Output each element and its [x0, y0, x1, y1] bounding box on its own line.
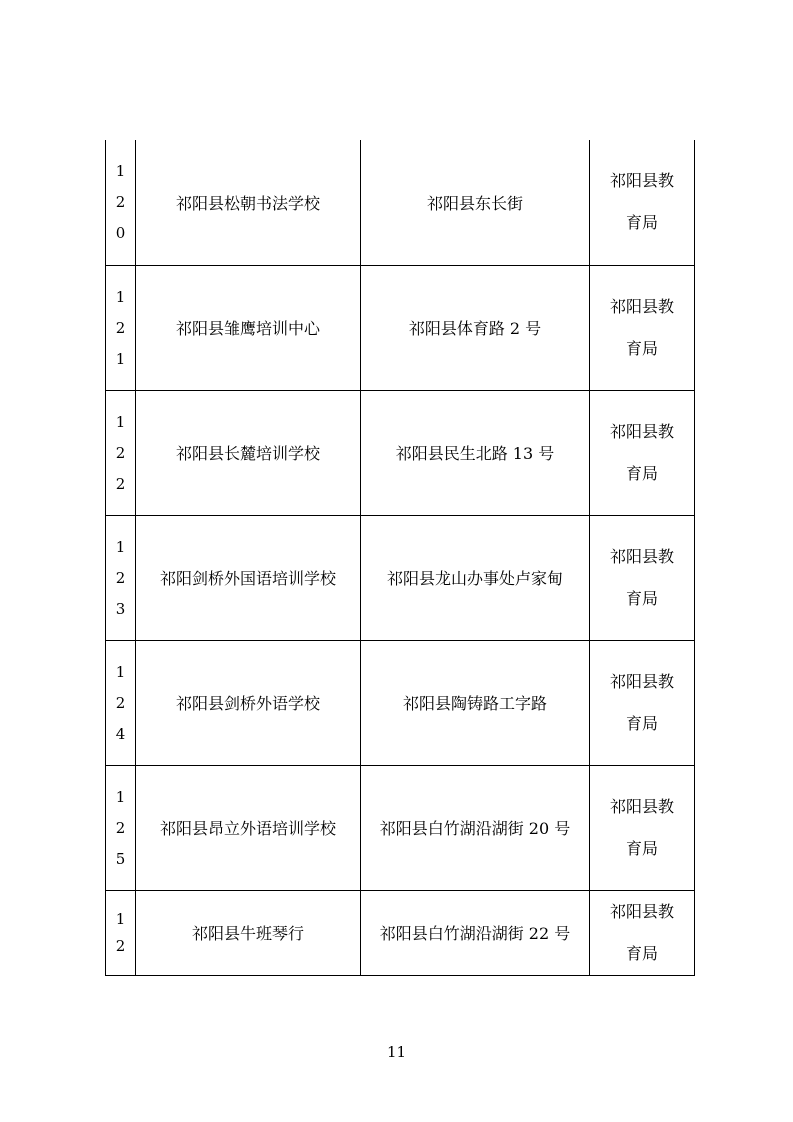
row-number-cell [106, 265, 136, 390]
row-number-digit: 2 [115, 443, 126, 462]
row-number-cell [106, 390, 136, 515]
address-cell: 祁阳县龙山办事处卢家甸 [361, 515, 590, 640]
department-line: 祁阳县教 [609, 546, 674, 566]
institution-name-cell: 祁阳县昂立外语培训学校 [136, 765, 361, 890]
row-number-digit: 0 [115, 224, 126, 243]
institution-name-cell: 祁阳县雏鹰培训中心 [136, 265, 361, 390]
department-cell [590, 390, 695, 515]
department-line: 育局 [625, 713, 658, 733]
institution-name-cell: 祁阳剑桥外国语培训学校 [136, 515, 361, 640]
row-number-digit: 1 [115, 537, 126, 556]
table-row [106, 890, 695, 975]
address-cell: 祁阳县白竹湖沿湖街 22 号 [361, 890, 590, 975]
institution-name-cell: 祁阳县长麓培训学校 [136, 390, 361, 515]
address-cell: 祁阳县体育路 2 号 [361, 265, 590, 390]
row-number-digit: 1 [115, 162, 126, 181]
row-number-digit: 3 [115, 599, 126, 618]
department-cell [590, 515, 695, 640]
department-line: 育局 [625, 338, 658, 358]
row-number-digit: 1 [115, 287, 126, 306]
table-row [106, 265, 695, 390]
institution-table [105, 140, 695, 976]
row-number-digit: 1 [115, 910, 126, 928]
row-number-digit: 4 [115, 724, 126, 743]
row-number-cell [106, 890, 136, 975]
row-number-digit: 1 [115, 662, 126, 681]
row-number-digit: 2 [115, 568, 126, 587]
address-cell: 祁阳县东长街 [361, 140, 590, 265]
row-number-digit: 2 [115, 937, 126, 955]
table-row [106, 640, 695, 765]
institution-name-cell: 祁阳县牛班琴行 [136, 890, 361, 975]
row-number-digit: 5 [115, 849, 126, 868]
row-number-digit: 2 [115, 818, 126, 837]
row-number-digit: 2 [115, 193, 126, 212]
department-cell [590, 890, 695, 975]
row-number-digit: 1 [115, 787, 126, 806]
department-line: 育局 [625, 463, 658, 483]
department-line: 祁阳县教 [609, 296, 674, 316]
address-cell: 祁阳县陶铸路工字路 [361, 640, 590, 765]
address-cell: 祁阳县白竹湖沿湖街 20 号 [361, 765, 590, 890]
table-row [106, 140, 695, 265]
row-number-cell [106, 640, 136, 765]
department-cell [590, 265, 695, 390]
department-line: 祁阳县教 [609, 796, 674, 816]
department-line: 祁阳县教 [609, 901, 674, 921]
row-number-digit: 2 [115, 318, 126, 337]
row-number-digit: 2 [115, 474, 126, 493]
address-cell: 祁阳县民生北路 13 号 [361, 390, 590, 515]
department-line: 育局 [625, 943, 658, 963]
department-line: 育局 [625, 838, 658, 858]
page-number: 11 [386, 1043, 407, 1061]
row-number-digit: 1 [115, 349, 126, 368]
institution-name-cell: 祁阳县松朝书法学校 [136, 140, 361, 265]
department-line: 祁阳县教 [609, 421, 674, 441]
department-line: 祁阳县教 [609, 171, 674, 191]
department-line: 育局 [625, 213, 658, 233]
department-cell [590, 140, 695, 265]
department-cell [590, 640, 695, 765]
row-number-digit: 2 [115, 693, 126, 712]
institution-name-cell: 祁阳县剑桥外语学校 [136, 640, 361, 765]
table-row [106, 390, 695, 515]
table-row [106, 765, 695, 890]
table-row [106, 515, 695, 640]
department-cell [590, 765, 695, 890]
row-number-digit: 1 [115, 412, 126, 431]
row-number-cell [106, 140, 136, 265]
department-line: 育局 [625, 588, 658, 608]
row-number-cell [106, 765, 136, 890]
department-line: 祁阳县教 [609, 671, 674, 691]
row-number-cell [106, 515, 136, 640]
